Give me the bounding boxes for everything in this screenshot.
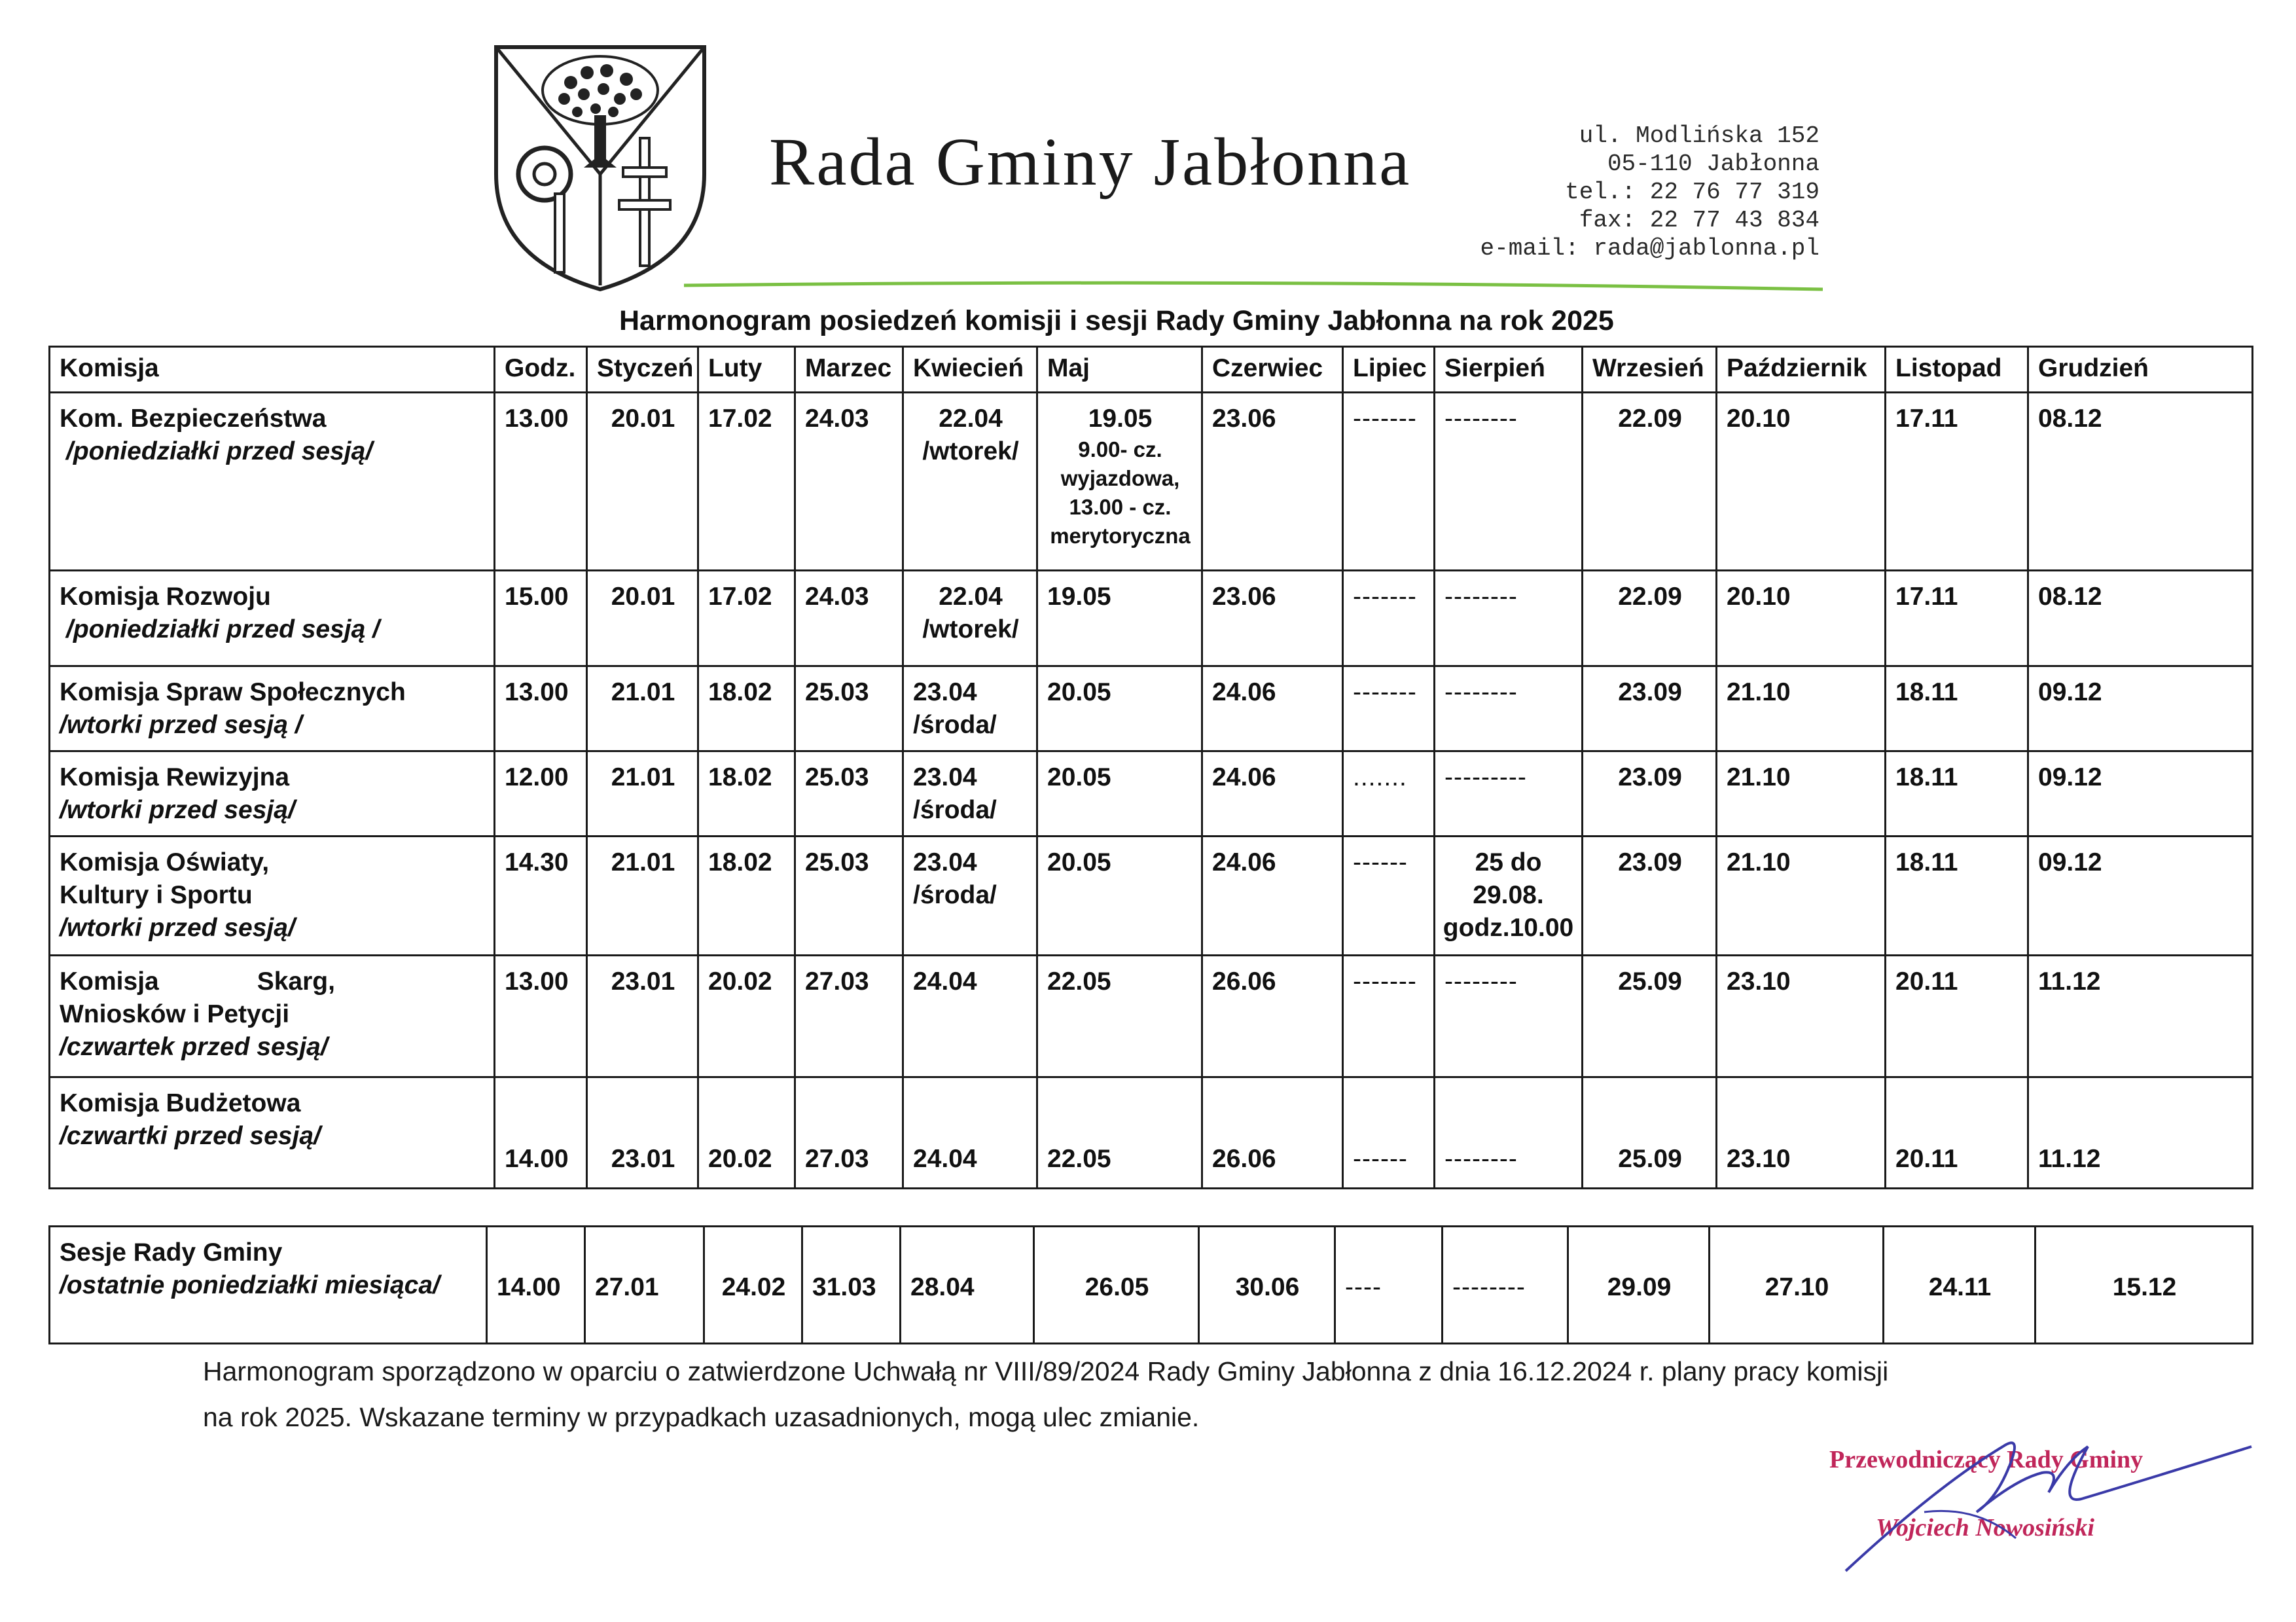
signatory-title: Przewodniczący Rady Gminy — [1829, 1446, 2144, 1473]
col-header-feb: Luty — [698, 347, 795, 393]
date-cell: -------- — [1435, 571, 1583, 666]
date-note: 13.00 - cz. merytoryczna — [1050, 495, 1191, 548]
col-header-jun: Czerwiec — [1202, 347, 1343, 393]
hour-cell: 12.00 — [495, 751, 587, 837]
date-cell: 22.05 — [1037, 1077, 1202, 1189]
committee-name — [60, 965, 486, 998]
date-cell: 17.02 — [698, 571, 795, 666]
sessions-row — [50, 1227, 2253, 1344]
date-cell: 09.12 — [2028, 837, 2253, 956]
date-cell: -------- — [1435, 956, 1583, 1077]
signatory-name: Wojciech Nowosiński — [1876, 1514, 2094, 1541]
date-cell: ------- — [1343, 393, 1435, 571]
date-time: godz.10.00 — [1443, 914, 1574, 942]
date-cell: 08.12 — [2028, 571, 2253, 666]
date-cell: 26.06 — [1202, 956, 1343, 1077]
date-cell: 23.06 — [1202, 393, 1343, 571]
date-cell — [1435, 837, 1583, 956]
date-cell: 20.05 — [1037, 837, 1202, 956]
footnote-line-2: na rok 2025. Wskazane terminy w przypadkach uzasadnionych, mogą ulec zmianie. — [203, 1402, 1200, 1432]
date-cell: 29.09 — [1568, 1227, 1710, 1344]
table-row — [50, 1077, 2253, 1189]
date-cell: 23.06 — [1202, 571, 1343, 666]
date-cell — [1037, 393, 1202, 571]
date-cell: 09.12 — [2028, 666, 2253, 751]
date-cell: 18.11 — [1886, 837, 2028, 956]
date-cell: 22.09 — [1583, 571, 1717, 666]
committee-name: Komisja Budżetowa — [60, 1089, 301, 1117]
date-value: 23.04 — [913, 848, 977, 876]
date-cell: 24.02 — [704, 1227, 802, 1344]
date-cell: 27.10 — [1710, 1227, 1884, 1344]
date-cell: --------- — [1435, 751, 1583, 837]
date-note: /środa/ — [913, 881, 997, 909]
col-header-oct: Październik — [1717, 347, 1886, 393]
table-row — [50, 393, 2253, 571]
date-cell: -------- — [1435, 1077, 1583, 1189]
date-note: /wtorek/ — [922, 437, 1019, 465]
date-cell: 11.12 — [2028, 1077, 2253, 1189]
date-cell: 31.03 — [802, 1227, 901, 1344]
date-cell: 22.09 — [1583, 393, 1717, 571]
date-value: 23.04 — [913, 763, 977, 791]
date-note: 9.00- cz. wyjazdowa, — [1060, 437, 1180, 490]
date-cell: 28.04 — [901, 1227, 1034, 1344]
date-cell: 20.05 — [1037, 751, 1202, 837]
date-cell: 25.03 — [795, 751, 903, 837]
committee-note: /poniedziałki przed sesją/ — [66, 437, 373, 465]
date-cell: 15.12 — [2036, 1227, 2253, 1344]
date-cell — [903, 393, 1037, 571]
date-cell: 24.11 — [1884, 1227, 2036, 1344]
col-header-aug: Sierpień — [1435, 347, 1583, 393]
date-note: /środa/ — [913, 796, 997, 824]
date-value-line-2: 29.08. — [1473, 881, 1544, 909]
col-header-godz: Godz. — [495, 347, 587, 393]
date-cell: 18.11 — [1886, 751, 2028, 837]
date-cell: 17.11 — [1886, 393, 2028, 571]
col-header-jan: Styczeń — [587, 347, 698, 393]
committee-cell — [50, 837, 495, 956]
col-header-may: Maj — [1037, 347, 1202, 393]
committee-note: /czwartki przed sesją/ — [60, 1122, 321, 1150]
committee-name-line-2: Wniosków i Petycji — [60, 1000, 290, 1028]
col-header-mar: Marzec — [795, 347, 903, 393]
committee-note: /wtorki przed sesją / — [60, 711, 302, 739]
date-cell: 18.02 — [698, 751, 795, 837]
date-cell: 24.06 — [1202, 666, 1343, 751]
date-cell: 23.09 — [1583, 837, 1717, 956]
table-row — [50, 666, 2253, 751]
col-header-dec: Grudzień — [2028, 347, 2253, 393]
date-cell: 23.10 — [1717, 956, 1886, 1077]
col-header-sep: Wrzesień — [1583, 347, 1717, 393]
date-cell: 25.03 — [795, 666, 903, 751]
date-cell: ------ — [1343, 837, 1435, 956]
committee-cell — [50, 751, 495, 837]
date-cell: 23.01 — [587, 1077, 698, 1189]
committee-note: /poniedziałki przed sesją / — [66, 615, 380, 643]
date-cell: 27.03 — [795, 1077, 903, 1189]
address-tel: tel.: 22 76 77 319 — [1565, 179, 1820, 206]
date-cell: 21.01 — [587, 751, 698, 837]
sessions-note: /ostatnie poniedziałki miesiąca/ — [60, 1271, 440, 1299]
hour-cell: 14.00 — [495, 1077, 587, 1189]
sessions-name: Sesje Rady Gminy — [60, 1238, 283, 1267]
col-header-nov: Listopad — [1886, 347, 2028, 393]
date-cell: 18.02 — [698, 666, 795, 751]
date-cell: ------- — [1343, 666, 1435, 751]
date-cell: 17.02 — [698, 393, 795, 571]
date-value: 23.04 — [913, 678, 977, 706]
hour-cell: 13.00 — [495, 666, 587, 751]
date-cell: 20.02 — [698, 956, 795, 1077]
address-fax: fax: 22 77 43 834 — [1579, 207, 1820, 234]
date-cell: 24.06 — [1202, 751, 1343, 837]
date-cell: 22.05 — [1037, 956, 1202, 1077]
committee-note: /wtorki przed sesją/ — [60, 914, 295, 942]
committee-name: Komisja Spraw Społecznych — [60, 678, 406, 706]
date-cell: 19.05 — [1037, 571, 1202, 666]
date-cell: 20.10 — [1717, 571, 1886, 666]
date-cell: 26.05 — [1034, 1227, 1199, 1344]
coat-of-arms-icon — [492, 43, 708, 293]
organization-name: Rada Gminy Jabłonna — [769, 124, 1412, 200]
date-cell: 25.09 — [1583, 956, 1717, 1077]
date-cell: 23.01 — [587, 956, 698, 1077]
date-cell: 24.03 — [795, 571, 903, 666]
date-cell: 21.10 — [1717, 751, 1886, 837]
date-cell: 21.01 — [587, 837, 698, 956]
hour-cell: 14.30 — [495, 837, 587, 956]
date-cell: 25.03 — [795, 837, 903, 956]
date-cell — [903, 751, 1037, 837]
committee-cell — [50, 571, 495, 666]
col-header-apr: Kwiecień — [903, 347, 1037, 393]
committee-cell — [50, 393, 495, 571]
address-email: e-mail: rada@jablonna.pl — [1480, 235, 1820, 262]
table-header-row — [50, 347, 2253, 393]
committee-note: /czwartek przed sesją/ — [60, 1033, 328, 1061]
date-cell: ------- — [1343, 571, 1435, 666]
committee-cell — [50, 666, 495, 751]
date-value: 19.05 — [1088, 405, 1153, 433]
document-title: Harmonogram posiedzeń komisji i sesji Rady Gminy Jabłonna na rok 2025 — [619, 305, 1614, 336]
table-row — [50, 571, 2253, 666]
date-value: 22.04 — [939, 405, 1003, 433]
date-cell: 26.06 — [1202, 1077, 1343, 1189]
date-cell: 23.09 — [1583, 666, 1717, 751]
sessions-label-cell — [50, 1227, 487, 1344]
date-cell: ....... — [1343, 751, 1435, 837]
date-cell: 08.12 — [2028, 393, 2253, 571]
address-postal: 05-110 Jabłonna — [1607, 151, 1820, 177]
date-cell: 24.04 — [903, 956, 1037, 1077]
date-cell: -------- — [1435, 393, 1583, 571]
date-note: /wtorek/ — [922, 615, 1019, 643]
date-cell: 11.12 — [2028, 956, 2253, 1077]
date-cell — [903, 666, 1037, 751]
date-cell: 21.10 — [1717, 837, 1886, 956]
date-cell: 24.03 — [795, 393, 903, 571]
address-street: ul. Modlińska 152 — [1579, 122, 1820, 149]
date-cell: 21.01 — [587, 666, 698, 751]
date-cell: 18.02 — [698, 837, 795, 956]
committee-note: /wtorki przed sesją/ — [60, 796, 295, 824]
date-cell: 18.11 — [1886, 666, 2028, 751]
date-cell — [903, 837, 1037, 956]
date-cell — [903, 571, 1037, 666]
table-row — [50, 956, 2253, 1077]
date-cell: 09.12 — [2028, 751, 2253, 837]
hour-cell: 15.00 — [495, 571, 587, 666]
col-header-jul: Lipiec — [1343, 347, 1435, 393]
committee-name-part-1: Komisja — [60, 967, 159, 996]
committee-name: Komisja Rozwoju — [60, 583, 271, 611]
committee-name-line-2: Kultury i Sportu — [60, 881, 253, 909]
date-cell: 20.11 — [1886, 956, 2028, 1077]
date-cell: 24.06 — [1202, 837, 1343, 956]
council-sessions-table — [48, 1225, 2253, 1344]
date-cell: ------- — [1343, 956, 1435, 1077]
table-row — [50, 751, 2253, 837]
date-cell: 27.03 — [795, 956, 903, 1077]
committee-cell — [50, 1077, 495, 1189]
committee-name-part-2: Skarg, — [257, 967, 335, 996]
date-cell: 23.10 — [1717, 1077, 1886, 1189]
date-cell: 21.10 — [1717, 666, 1886, 751]
footnote-line-1: Harmonogram sporządzono w oparciu o zatwierdzone Uchwałą nr VIII/89/2024 Rady Gminy Jabłonna z dnia 16.12.2024 r. plany pracy komisji — [203, 1356, 1889, 1386]
date-note: /środa/ — [913, 711, 997, 739]
date-cell: 30.06 — [1199, 1227, 1335, 1344]
date-cell: -------- — [1435, 666, 1583, 751]
table-row — [50, 837, 2253, 956]
header-divider — [684, 276, 1823, 296]
handwritten-signature — [1806, 1407, 2265, 1591]
date-cell: ------ — [1343, 1077, 1435, 1189]
date-value: 22.04 — [939, 583, 1003, 611]
contact-address — [1414, 122, 1820, 262]
date-cell: 25.09 — [1583, 1077, 1717, 1189]
hour-cell: 13.00 — [495, 393, 587, 571]
committee-name: Komisja Rewizyjna — [60, 763, 290, 791]
committee-name: Kom. Bezpieczeństwa — [60, 405, 327, 433]
date-cell: 20.01 — [587, 393, 698, 571]
date-cell: ---- — [1335, 1227, 1443, 1344]
date-cell: 24.04 — [903, 1077, 1037, 1189]
date-cell: 20.01 — [587, 571, 698, 666]
date-cell: 20.10 — [1717, 393, 1886, 571]
date-cell: 23.09 — [1583, 751, 1717, 837]
col-header-komisja: Komisja — [50, 347, 495, 393]
committee-schedule-table — [48, 346, 2253, 1189]
date-cell: -------- — [1443, 1227, 1568, 1344]
committee-cell — [50, 956, 495, 1077]
committee-name: Komisja Oświaty, — [60, 848, 270, 876]
hour-cell: 13.00 — [495, 956, 587, 1077]
date-cell: 20.05 — [1037, 666, 1202, 751]
date-cell: 17.11 — [1886, 571, 2028, 666]
date-cell: 20.02 — [698, 1077, 795, 1189]
hour-cell: 14.00 — [487, 1227, 585, 1344]
date-cell: 20.11 — [1886, 1077, 2028, 1189]
date-cell: 27.01 — [585, 1227, 704, 1344]
date-value: 25 do — [1475, 848, 1542, 876]
